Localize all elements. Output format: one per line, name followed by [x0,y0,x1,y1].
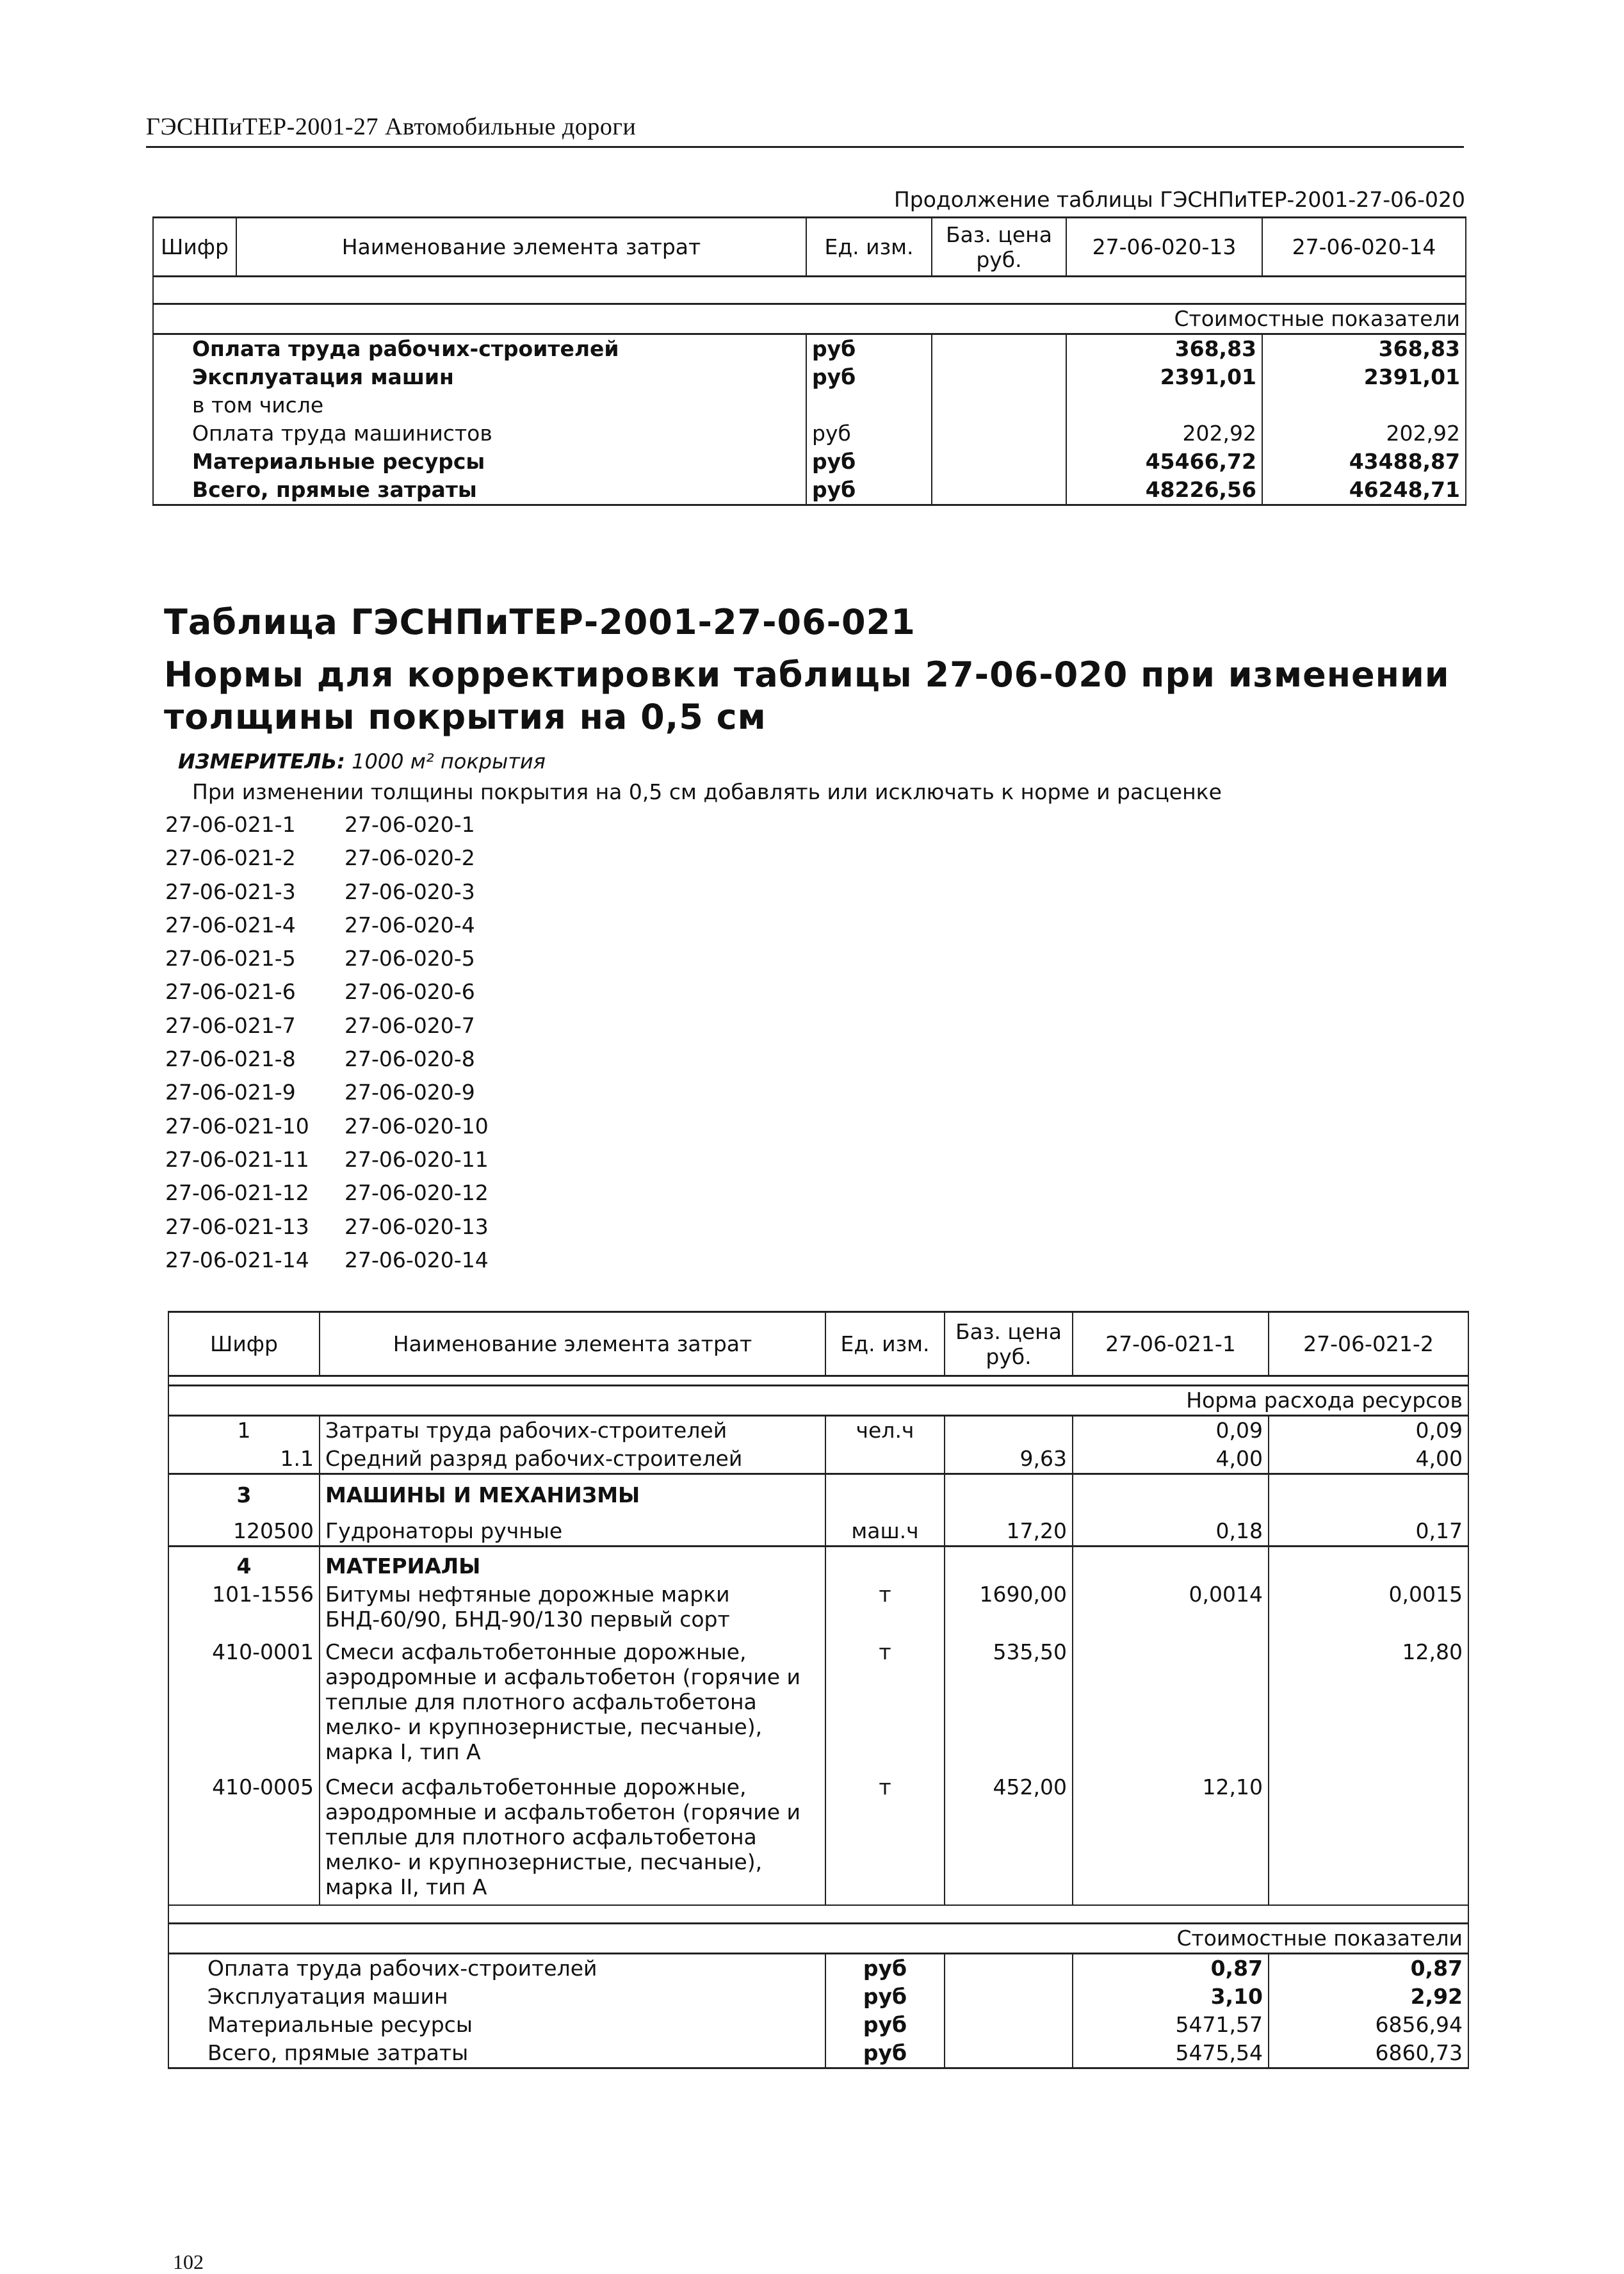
new-code: 27-06-021-8 [165,1046,296,1072]
row-value-1: 48226,56 [1066,476,1262,505]
row-unit: чел.ч [825,1416,945,1445]
row-value-1: 0,87 [1073,1954,1269,1983]
row-code: 410-0001 [168,1638,320,1773]
row-code: 1 [168,1416,320,1445]
col-header-unit: Ед. изм. [825,1312,945,1376]
row-price: 452,00 [945,1773,1073,1905]
table-row [168,1638,1468,1773]
code-pair [165,1013,489,1046]
new-code: 27-06-021-10 [165,1113,309,1139]
base-code: 27-06-020-6 [345,979,475,1005]
col-header-code-1: 27-06-020-13 [1066,218,1262,277]
row-value-2: 43488,87 [1262,448,1466,476]
row-value-1: 202,92 [1066,419,1262,448]
table-row [168,1773,1468,1905]
row-price: 535,50 [945,1638,1073,1773]
row-unit: руб [806,334,932,364]
row-value-2: 4,00 [1269,1445,1468,1474]
table-row [153,419,1466,448]
base-code: 27-06-020-1 [345,812,475,837]
col-header-price: Баз. цена руб. [932,218,1066,277]
row-value-2: 368,83 [1262,334,1466,364]
row-name: Средний разряд рабочих-строителей [320,1445,825,1474]
row-value-2: 12,80 [1269,1638,1468,1773]
row-name: Всего, прямые затраты [168,2039,825,2068]
row-price [945,1416,1073,1445]
row-name: Гудронаторы ручные [320,1509,825,1547]
table-subtitle-line-1: Нормы для корректировки таблицы 27-06-020 при изменении [164,654,1450,695]
row-value-1: 368,83 [1066,334,1262,364]
table-row [168,1983,1468,2011]
row-name: в том числе [153,391,806,419]
row-value-1: 0,0014 [1073,1580,1269,1638]
row-name: МАТЕРИАЛЫ [320,1547,825,1581]
col-header-code: Шифр [153,218,236,277]
base-code: 27-06-020-12 [345,1180,489,1206]
new-code: 27-06-021-6 [165,979,296,1005]
row-name: Битумы нефтяные дорожные марки БНД-60/90, БНД-90/130 первый сорт [320,1580,825,1638]
row-name: Затраты труда рабочих-строителей [320,1416,825,1445]
table-row [168,1509,1468,1547]
table-row [168,1445,1468,1474]
row-unit: руб [806,476,932,505]
row-value-2: 6860,73 [1269,2039,1468,2068]
table-row [153,391,1466,419]
code-pair [165,1114,489,1147]
row-code: 1.1 [168,1445,320,1474]
col-header-price: Баз. цена руб. [945,1312,1073,1376]
section-label: Стоимостные показатели [153,304,1466,334]
row-code: 410-0005 [168,1773,320,1905]
table-header-row [153,218,1466,277]
row-unit: руб [806,363,932,391]
row-name: Смеси асфальтобетонные дорожные, аэродромные и асфальтобетон (горячие и теплые для плотного асфальтобетона мелко- и крупнозернистые, песчаные), марка II, тип А [320,1773,825,1905]
base-code: 27-06-020-5 [345,946,475,971]
code-pair [165,1247,489,1281]
new-code: 27-06-021-3 [165,879,296,904]
col-header-unit: Ед. изм. [806,218,932,277]
new-code: 27-06-021-11 [165,1146,309,1172]
row-value-2 [1269,1773,1468,1905]
resource-norms-table [168,1311,1469,2069]
new-code: 27-06-021-7 [165,1012,296,1038]
base-code: 27-06-020-3 [345,879,475,904]
row-name: МАШИНЫ И МЕХАНИЗМЫ [320,1474,825,1510]
row-price: 17,20 [945,1509,1073,1547]
new-code: 27-06-021-5 [165,946,296,971]
row-unit: т [825,1638,945,1773]
measure-label: ИЗМЕРИТЕЛЬ: [178,749,345,774]
code-pair [165,1214,489,1247]
measure-value: 1000 м² покрытия [352,749,546,774]
code-pair [165,845,489,879]
row-name: Оплата труда машинистов [153,419,806,448]
row-unit: руб [825,1983,945,2011]
code-pair [165,946,489,979]
base-code: 27-06-020-7 [345,1012,475,1038]
table-row [168,1416,1468,1445]
table-group-row [168,1474,1468,1510]
row-value-1: 12,10 [1073,1773,1269,1905]
table-row [168,1954,1468,1983]
code-pair [165,879,489,913]
row-unit: руб [825,1954,945,1983]
section-label: Стоимостные показатели [168,1924,1468,1954]
col-header-code: Шифр [168,1312,320,1376]
adjustment-note: При изменении толщины покрытия на 0,5 см добавлять или исключать к норме и расценке [192,779,1222,804]
table-row [153,334,1466,364]
col-header-code-2: 27-06-020-14 [1262,218,1466,277]
code-pair [165,812,489,845]
code-correspondence-list [165,812,489,1281]
code-pair [165,913,489,946]
table-row [168,2039,1468,2068]
row-name: Материальные ресурсы [168,2011,825,2039]
row-unit: руб [806,448,932,476]
row-price: 1690,00 [945,1580,1073,1638]
new-code: 27-06-021-12 [165,1180,309,1206]
table-header-row [168,1312,1468,1376]
col-header-name: Наименование элемента затрат [236,218,806,277]
row-value-1: 3,10 [1073,1983,1269,2011]
row-value-1: 0,18 [1073,1509,1269,1547]
table-row [153,448,1466,476]
row-value-2: 202,92 [1262,419,1466,448]
row-name: Всего, прямые затраты [153,476,806,505]
new-code: 27-06-021-14 [165,1247,309,1272]
col-header-name: Наименование элемента затрат [320,1312,825,1376]
cost-table-continuation [152,216,1466,506]
code-pair [165,979,489,1012]
row-value-2: 2,92 [1269,1983,1468,2011]
page-number: 102 [173,2250,204,2273]
code-pair [165,1180,489,1214]
row-value-2: 6856,94 [1269,2011,1468,2039]
row-unit: руб [825,2039,945,2068]
base-code: 27-06-020-13 [345,1214,489,1239]
base-code: 27-06-020-4 [345,912,475,938]
row-code: 120500 [168,1509,320,1547]
running-header-text: ГЭСНПиТЕР-2001-27 Автомобильные дороги [146,113,637,140]
row-price: 9,63 [945,1445,1073,1474]
row-unit: руб [806,419,932,448]
section-label: Норма расхода ресурсов [168,1386,1468,1416]
row-name: Смеси асфальтобетонные дорожные, аэродромные и асфальтобетон (горячие и теплые для плотного асфальтобетона мелко- и крупнозернистые, песчаные), марка I, тип А [320,1638,825,1773]
row-unit [825,1445,945,1474]
col-header-code-2: 27-06-021-2 [1269,1312,1468,1376]
row-value-1 [1073,1638,1269,1773]
row-unit: маш.ч [825,1509,945,1547]
base-code: 27-06-020-9 [345,1080,475,1105]
row-unit: т [825,1773,945,1905]
table-row [168,1580,1468,1638]
row-value-1: 45466,72 [1066,448,1262,476]
table-row [168,2011,1468,2039]
row-code: 101-1556 [168,1580,320,1638]
row-name: Эксплуатация машин [168,1983,825,2011]
table-subtitle-line-2: толщины покрытия на 0,5 см [164,697,767,737]
code-pair [165,1046,489,1080]
table-group-row [168,1547,1468,1581]
new-code: 27-06-021-9 [165,1080,296,1105]
base-code: 27-06-020-10 [345,1113,489,1139]
row-name: Оплата труда рабочих-строителей [153,334,806,364]
base-code: 27-06-020-8 [345,1046,475,1072]
col-header-code-1: 27-06-021-1 [1073,1312,1269,1376]
row-value-1: 5475,54 [1073,2039,1269,2068]
table-row [153,476,1466,505]
new-code: 27-06-021-4 [165,912,296,938]
new-code: 27-06-021-2 [165,845,296,871]
row-unit: т [825,1580,945,1638]
row-value-2: 0,17 [1269,1509,1468,1547]
new-code: 27-06-021-13 [165,1214,309,1239]
row-value-1: 2391,01 [1066,363,1262,391]
row-name: Оплата труда рабочих-строителей [168,1954,825,1983]
row-value-2: 0,0015 [1269,1580,1468,1638]
row-value-2: 0,09 [1269,1416,1468,1445]
row-code: 3 [168,1474,320,1510]
row-name: Эксплуатация машин [153,363,806,391]
table-continuation-caption: Продолжение таблицы ГЭСНПиТЕР-2001-27-06-020 [893,187,1465,212]
new-code: 27-06-021-1 [165,812,296,837]
row-unit: руб [825,2011,945,2039]
measure [178,749,546,774]
table-title: Таблица ГЭСНПиТЕР-2001-27-06-021 [164,602,916,642]
row-value-2: 46248,71 [1262,476,1466,505]
row-value-2: 0,87 [1269,1954,1468,1983]
row-code: 4 [168,1547,320,1581]
row-name: Материальные ресурсы [153,448,806,476]
row-value-1: 0,09 [1073,1416,1269,1445]
row-value-1: 5471,57 [1073,2011,1269,2039]
row-value-1: 4,00 [1073,1445,1269,1474]
row-value-2: 2391,01 [1262,363,1466,391]
base-code: 27-06-020-14 [345,1247,489,1272]
running-header [146,109,1464,148]
table-row [153,363,1466,391]
base-code: 27-06-020-2 [345,845,475,871]
code-pair [165,1147,489,1180]
code-pair [165,1080,489,1113]
base-code: 27-06-020-11 [345,1146,489,1172]
